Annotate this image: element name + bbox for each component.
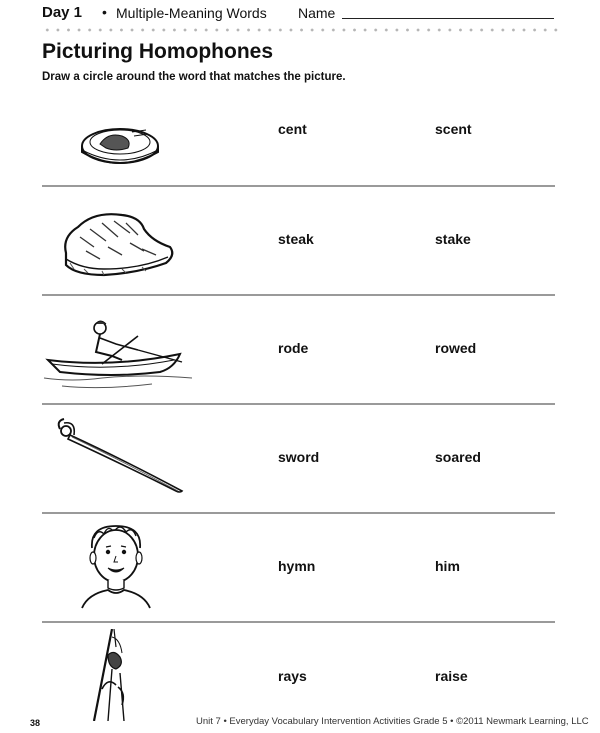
exercise-row — [42, 405, 555, 514]
page-number: 38 — [30, 718, 41, 728]
exercise-row — [42, 623, 555, 715]
exercise-row — [42, 187, 555, 296]
footer-credit: Unit 7 • Everyday Vocabulary Intervention Activities Grade 5 • ©2011 Newmark Learning, LLC — [196, 716, 589, 727]
flag-raise-icon — [42, 629, 197, 721]
name-line[interactable] — [342, 18, 554, 19]
word-option-1[interactable]: hymn — [278, 558, 316, 574]
day-label: Day 1 — [42, 4, 83, 21]
word-option-1[interactable]: rays — [278, 668, 307, 684]
exercise-row — [42, 78, 555, 187]
word-option-1[interactable]: rode — [278, 340, 309, 356]
sword-icon — [42, 411, 197, 503]
word-option-2[interactable]: rowed — [435, 340, 477, 356]
topic-label: Multiple-Meaning Words — [116, 5, 267, 21]
dotted-divider — [42, 27, 562, 33]
word-option-1[interactable]: steak — [278, 231, 314, 247]
word-option-2[interactable]: soared — [435, 449, 481, 465]
word-option-1[interactable]: sword — [278, 449, 320, 465]
instructions: Draw a circle around the word that matches the picture. — [42, 71, 346, 83]
exercise-row — [42, 296, 555, 405]
exercise-row — [42, 514, 555, 623]
word-option-2[interactable]: raise — [435, 668, 468, 684]
steak-icon — [42, 193, 197, 285]
coin-icon — [42, 84, 197, 176]
boy-face-icon — [42, 520, 197, 612]
name-label: Name — [298, 5, 336, 21]
word-option-2[interactable]: scent — [435, 121, 472, 137]
page-title: Picturing Homophones — [42, 40, 273, 63]
word-option-2[interactable]: stake — [435, 231, 471, 247]
header-bullet: • — [102, 4, 107, 20]
word-option-1[interactable]: cent — [278, 121, 307, 137]
worksheet-header — [42, 4, 562, 24]
word-option-2[interactable]: him — [435, 558, 460, 574]
rowboat-icon — [42, 302, 197, 394]
